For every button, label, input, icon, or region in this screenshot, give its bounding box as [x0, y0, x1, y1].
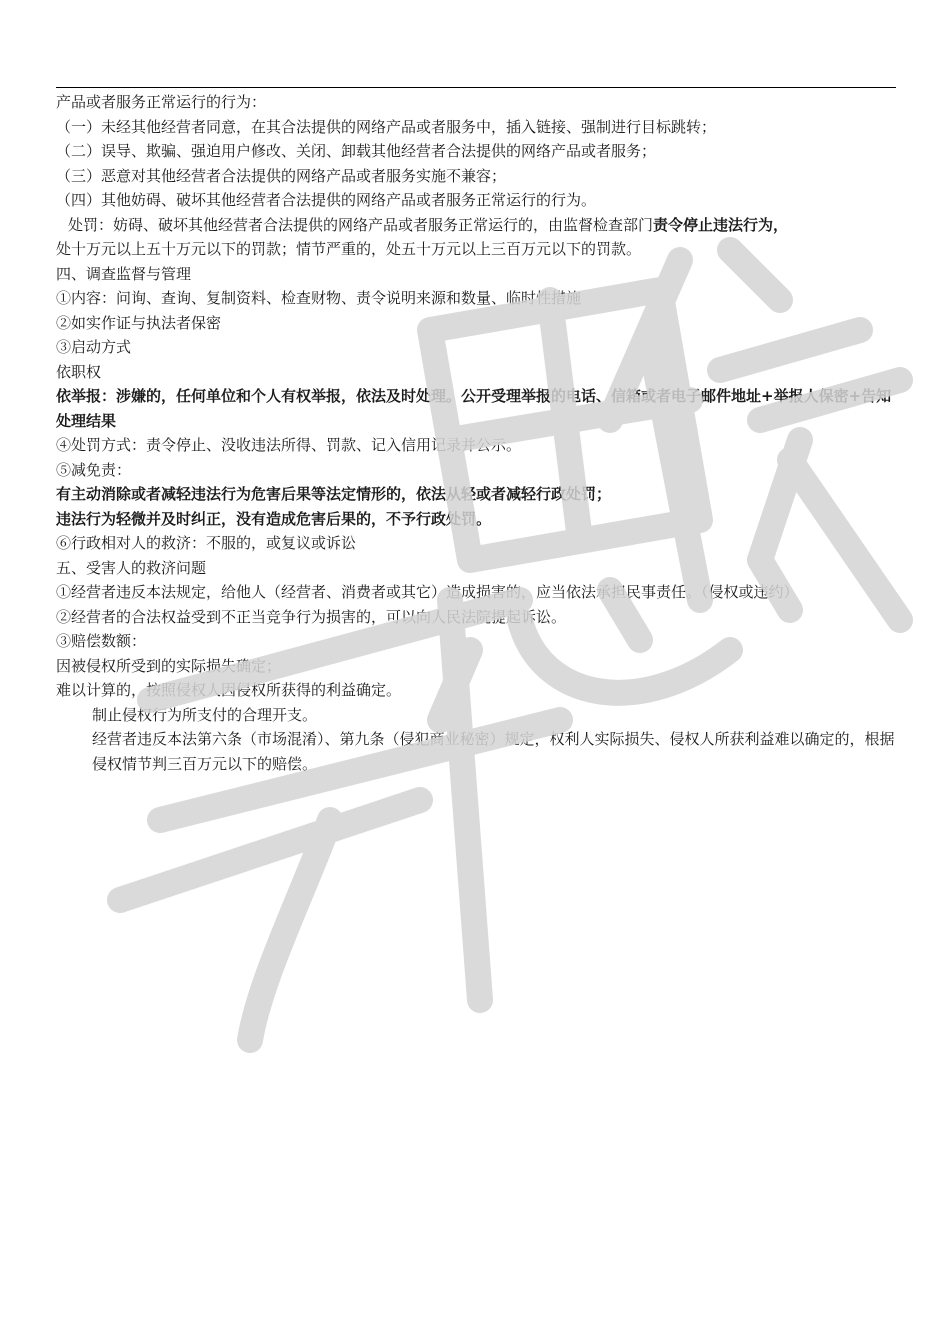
- list-item: ⑤减免责：: [56, 460, 132, 479]
- document-body: [56, 90, 896, 776]
- list-item: ②经营者的合法权益受到不正当竞争行为损害的，可以向人民法院提起诉讼。: [56, 607, 567, 626]
- header-rule: [56, 87, 896, 88]
- exemption-text: 违法行为轻微并及时纠正，没有造成危害后果的，不予行政处罚。: [56, 509, 492, 528]
- bold-paragraph: [56, 507, 896, 532]
- list-item: （三）恶意对其他经营者合法提供的网络产品或者服务实施不兼容；: [56, 166, 507, 185]
- paragraph: 产品或者服务正常运行的行为：: [56, 93, 267, 111]
- penalty-paragraph-cont: 处十万元以上五十万元以下的罚款；情节严重的，处五十万元以上三百万元以下的罚款。: [56, 240, 642, 258]
- mitigation-text: 有主动消除或者减轻违法行为危害后果等法定情形的，依法从轻或者减轻行政处罚；: [56, 485, 612, 503]
- report-text: 依举报：涉嫌的，任何单位和个人有权举报，依法及时处理。公开受理举报的电话、信箱或者电子邮件地址+举报人保密+告知处理结果: [56, 387, 892, 430]
- list-item: ④处罚方式：责令停止、没收违法所得、罚款、记入信用记录并公示。: [56, 436, 522, 454]
- section-heading: 四、调查监督与管理: [56, 264, 192, 283]
- section-heading: 五、受害人的救济问题: [56, 558, 207, 577]
- list-item: （二）误导、欺骗、强迫用户修改、关闭、卸载其他经营者合法提供的网络产品或者服务；: [56, 142, 657, 160]
- penalty-emphasis: 责令停止违法行为，: [653, 215, 789, 234]
- penalty-paragraph: [56, 213, 896, 238]
- list-item: ①经营者违反本法规定，给他人（经营者、消费者或其它）造成损害的，应当依法承担民事责任。（侵权或违约）: [56, 583, 799, 601]
- report-paragraph: [56, 384, 896, 433]
- paragraph: 依职权: [56, 362, 102, 381]
- list-item: ③启动方式: [56, 338, 132, 356]
- bold-paragraph: [56, 482, 896, 507]
- paragraph: 制止侵权行为所支付的合理开支。: [92, 705, 318, 724]
- paragraph: 经营者违反本法第六条（市场混淆）、第九条（侵犯商业秘密）规定，权利人实际损失、侵权人所获利益难以确定的，根据侵权情节判三百万元以下的赔偿。: [92, 730, 895, 773]
- paragraph: 因被侵权所受到的实际损失确定；: [56, 656, 282, 675]
- list-item: （一）未经其他经营者同意，在其合法提供的网络产品或者服务中，插入链接、强制进行目标跳转；: [56, 117, 717, 136]
- list-item: ⑥行政相对人的救济：不服的，或复议或诉讼: [56, 534, 357, 552]
- list-item: ②如实作证与执法者保密: [56, 313, 222, 332]
- paragraph: 难以计算的，按照侵权人因侵权所获得的利益确定。: [56, 681, 402, 699]
- list-item: ③赔偿数额：: [56, 632, 147, 650]
- list-item: （四）其他妨碍、破坏其他经营者合法提供的网络产品或者服务正常运行的行为。: [56, 191, 597, 209]
- penalty-text: 处罚：妨碍、破坏其他经营者合法提供的网络产品或者服务正常运行的，由监督检查部门: [68, 215, 654, 234]
- list-item: ①内容：问询、查询、复制资料、检查财物、责令说明来源和数量、临时性措施: [56, 289, 582, 307]
